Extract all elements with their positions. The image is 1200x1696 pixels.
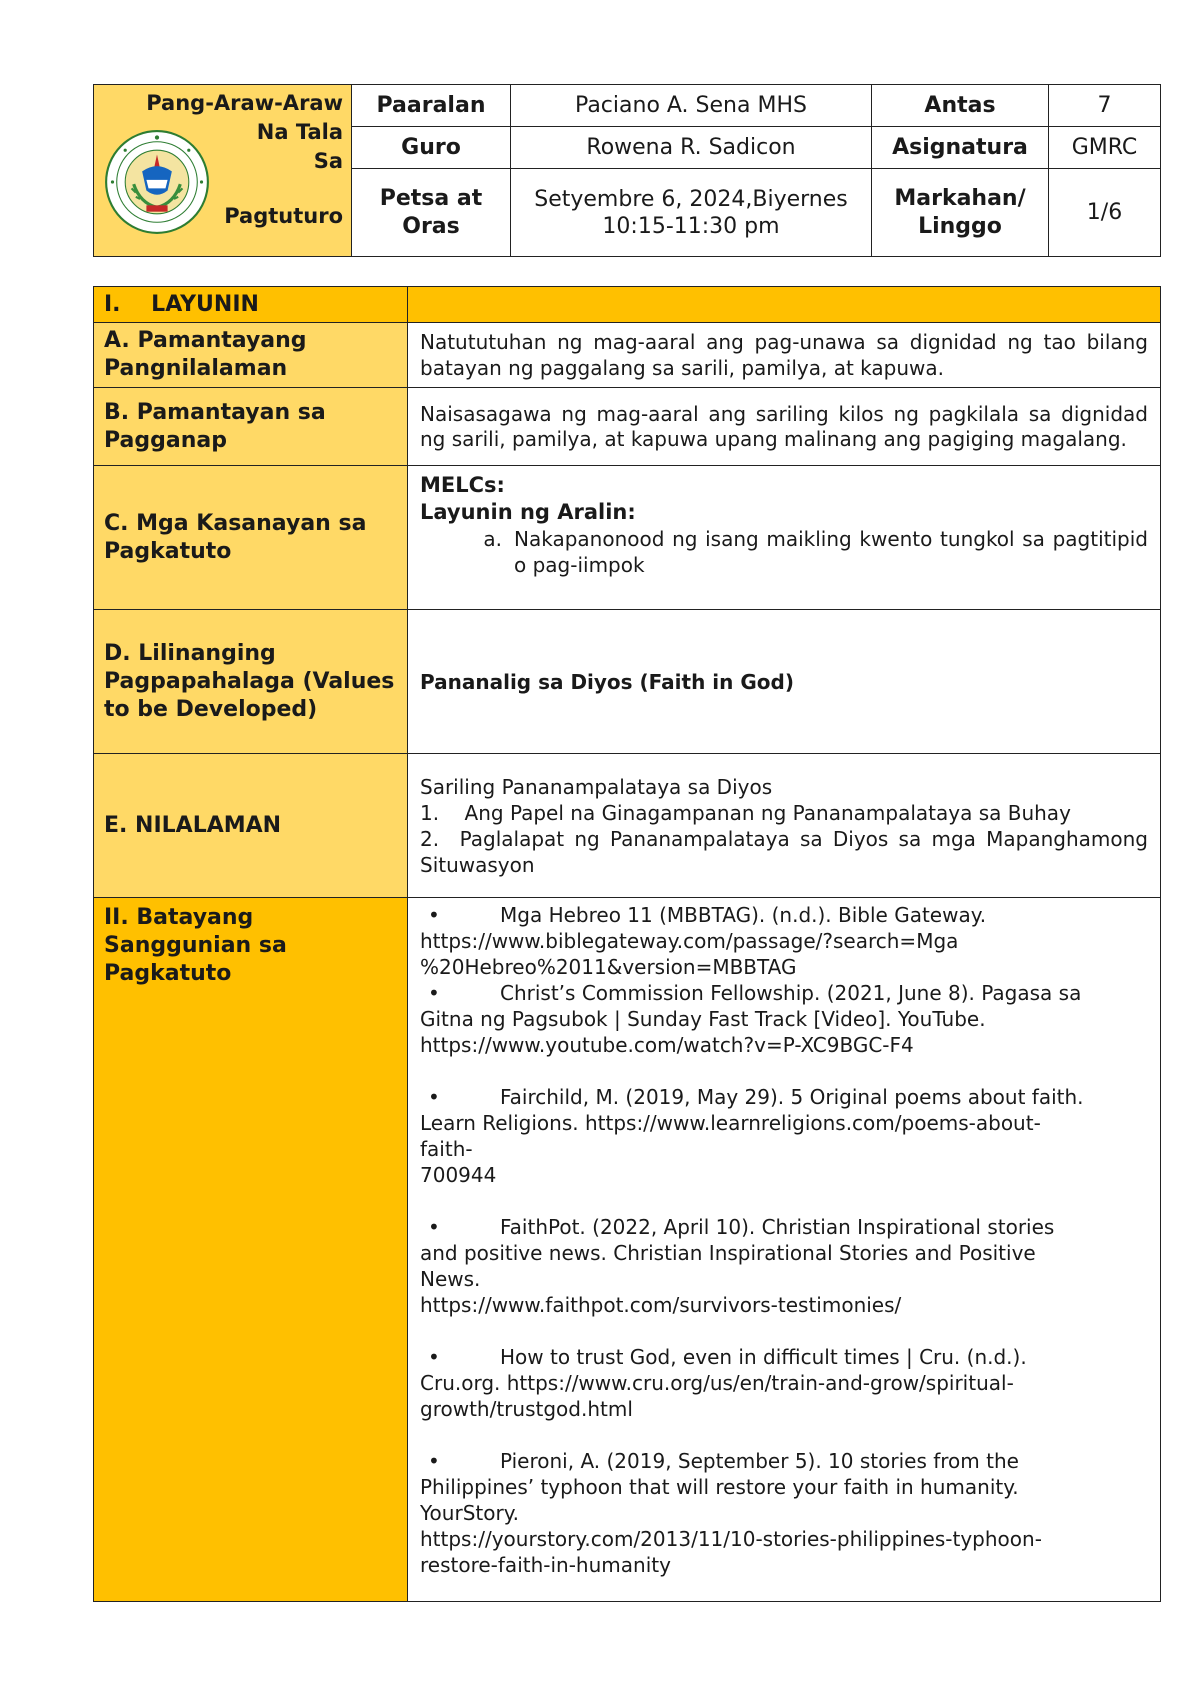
reference-item: • Mga Hebreo 11 (MBBTAG). (n.d.). Bible Gateway. [428,903,987,927]
section-layunin-empty [408,287,1161,323]
teacher-label: Guro [352,127,511,169]
grade-value: 7 [1049,85,1161,127]
quarter-week-label: Markahan/ Linggo [872,169,1049,257]
lesson-objective-heading: Layunin ng Aralin: [420,500,636,524]
subject-value: GMRC [1049,127,1161,169]
school-label: Paaralan [352,85,511,127]
learning-competencies-cell [408,466,1161,610]
reference-item: • Fairchild, M. (2019, May 29). 5 Original poems about faith. [428,1085,1084,1109]
content-standard-text: Natututuhan ng mag-aaral ang pag-unawa sa dignidad ng tao bilang batayan ng paggalang sa sarili, pamilya, at kapuwa. [408,323,1161,388]
school-seal-logo [104,129,210,235]
melcs-heading: MELCs: [420,473,505,497]
date-time-label: Petsa at Oras [352,169,511,257]
reference-item: • Pieroni, A. (2019, September 5). 10 stories from the [428,1449,1019,1473]
learning-competencies-label: C. Mga Kasanayan sa Pagkatuto [94,466,408,610]
date-time-value: Setyembre 6, 2024,Biyernes 10:15-11:30 pm [511,169,872,257]
document-title: Pang-Araw-Araw Na Tala Sa [146,91,343,173]
content-label: E. NILALAMAN [94,754,408,898]
quarter-week-value: 1/6 [1049,169,1161,257]
performance-standard-label: B. Pamantayan sa Pagganap [94,388,408,466]
document-title-cell [94,85,352,257]
references-label: II. Batayang Sanggunian sa Pagkatuto [94,898,408,1602]
teacher-value: Rowena R. Sadicon [511,127,872,169]
content-cell [408,754,1161,898]
school-value: Paciano A. Sena MHS [511,85,872,127]
content-item: 2. Paglalapat ng Pananampalataya sa Diyos sa mga Mapanghamong Situwasyon [420,826,1149,877]
performance-standard-text: Naisasagawa ng mag-aaral ang sariling kilos ng pagkilala sa dignidad ng sarili, pamilya, at kapuwa upang malinang ang pagiging magalang. [408,388,1161,466]
document-title-bottom: Pagtuturo [224,204,343,228]
objective-item: a. Nakapanonood ng isang maikling kwento tungkol sa pagtitipid o pag-iimpok [483,527,1148,577]
reference-item: • FaithPot. (2022, April 10). Christian Inspirational stories [428,1215,1055,1239]
content-standard-label: A. Pamantayang Pangnilalaman [94,323,408,388]
grade-label: Antas [872,85,1049,127]
values-text: Pananalig sa Diyos (Faith in God) [408,610,1161,754]
references-cell: • Mga Hebreo 11 (MBBTAG). (n.d.). Bible Gateway. https://www.biblegateway.com/passage/?search=Mga %20Hebreo%2011&version=MBBTAG • Christ’s Commission Fellowship. (2021, June 8). Pagasa sa Gitna ng Pagsubok | Sunday Fast Track [Video]. YouTube. https://www.youtube.com/watch?v=P-XC9BGC-F4 • Fairchild, M. (2019, May 29). 5 Original poems about faith. Learn Religions. https://www.learnreligions.com/poems-about- faith- 700944 • FaithPot. (2022, April 10). Christian Inspirational stories and positive news. Christian Inspirational Stories and Positive News. https://www.faithpot.com/survivors-testimonies/ • How to trust God, even in difficult times | Cru. (n.d.). Cru.org. https://www.cru.org/us/en/train-and-grow/spiritual- growth/trustgod.html • Pieroni, A. (2019, September 5). 10 stories from the Philippines’ typhoon that will restore your faith in humanity. YourStory. https://yourstory.com/2013/11/10-stories-philippines-typhoon- restore-faith-in-humanity [408,898,1161,1602]
subject-label: Asignatura [872,127,1049,169]
section-layunin-heading: I. LAYUNIN [94,287,408,323]
reference-item: • How to trust God, even in difficult times | Cru. (n.d.). [428,1345,1027,1369]
reference-item: • Christ’s Commission Fellowship. (2021, June 8). Pagasa sa [428,981,1082,1005]
lesson-plan-table [93,286,1161,1602]
header-table [93,84,1161,257]
content-item: 1. Ang Papel na Ginagampanan ng Pananampalataya sa Buhay [420,800,1071,825]
values-label: D. Lilinanging Pagpapahalaga (Values to be Developed) [94,610,408,754]
content-intro: Sariling Pananampalataya sa Diyos [420,774,773,799]
